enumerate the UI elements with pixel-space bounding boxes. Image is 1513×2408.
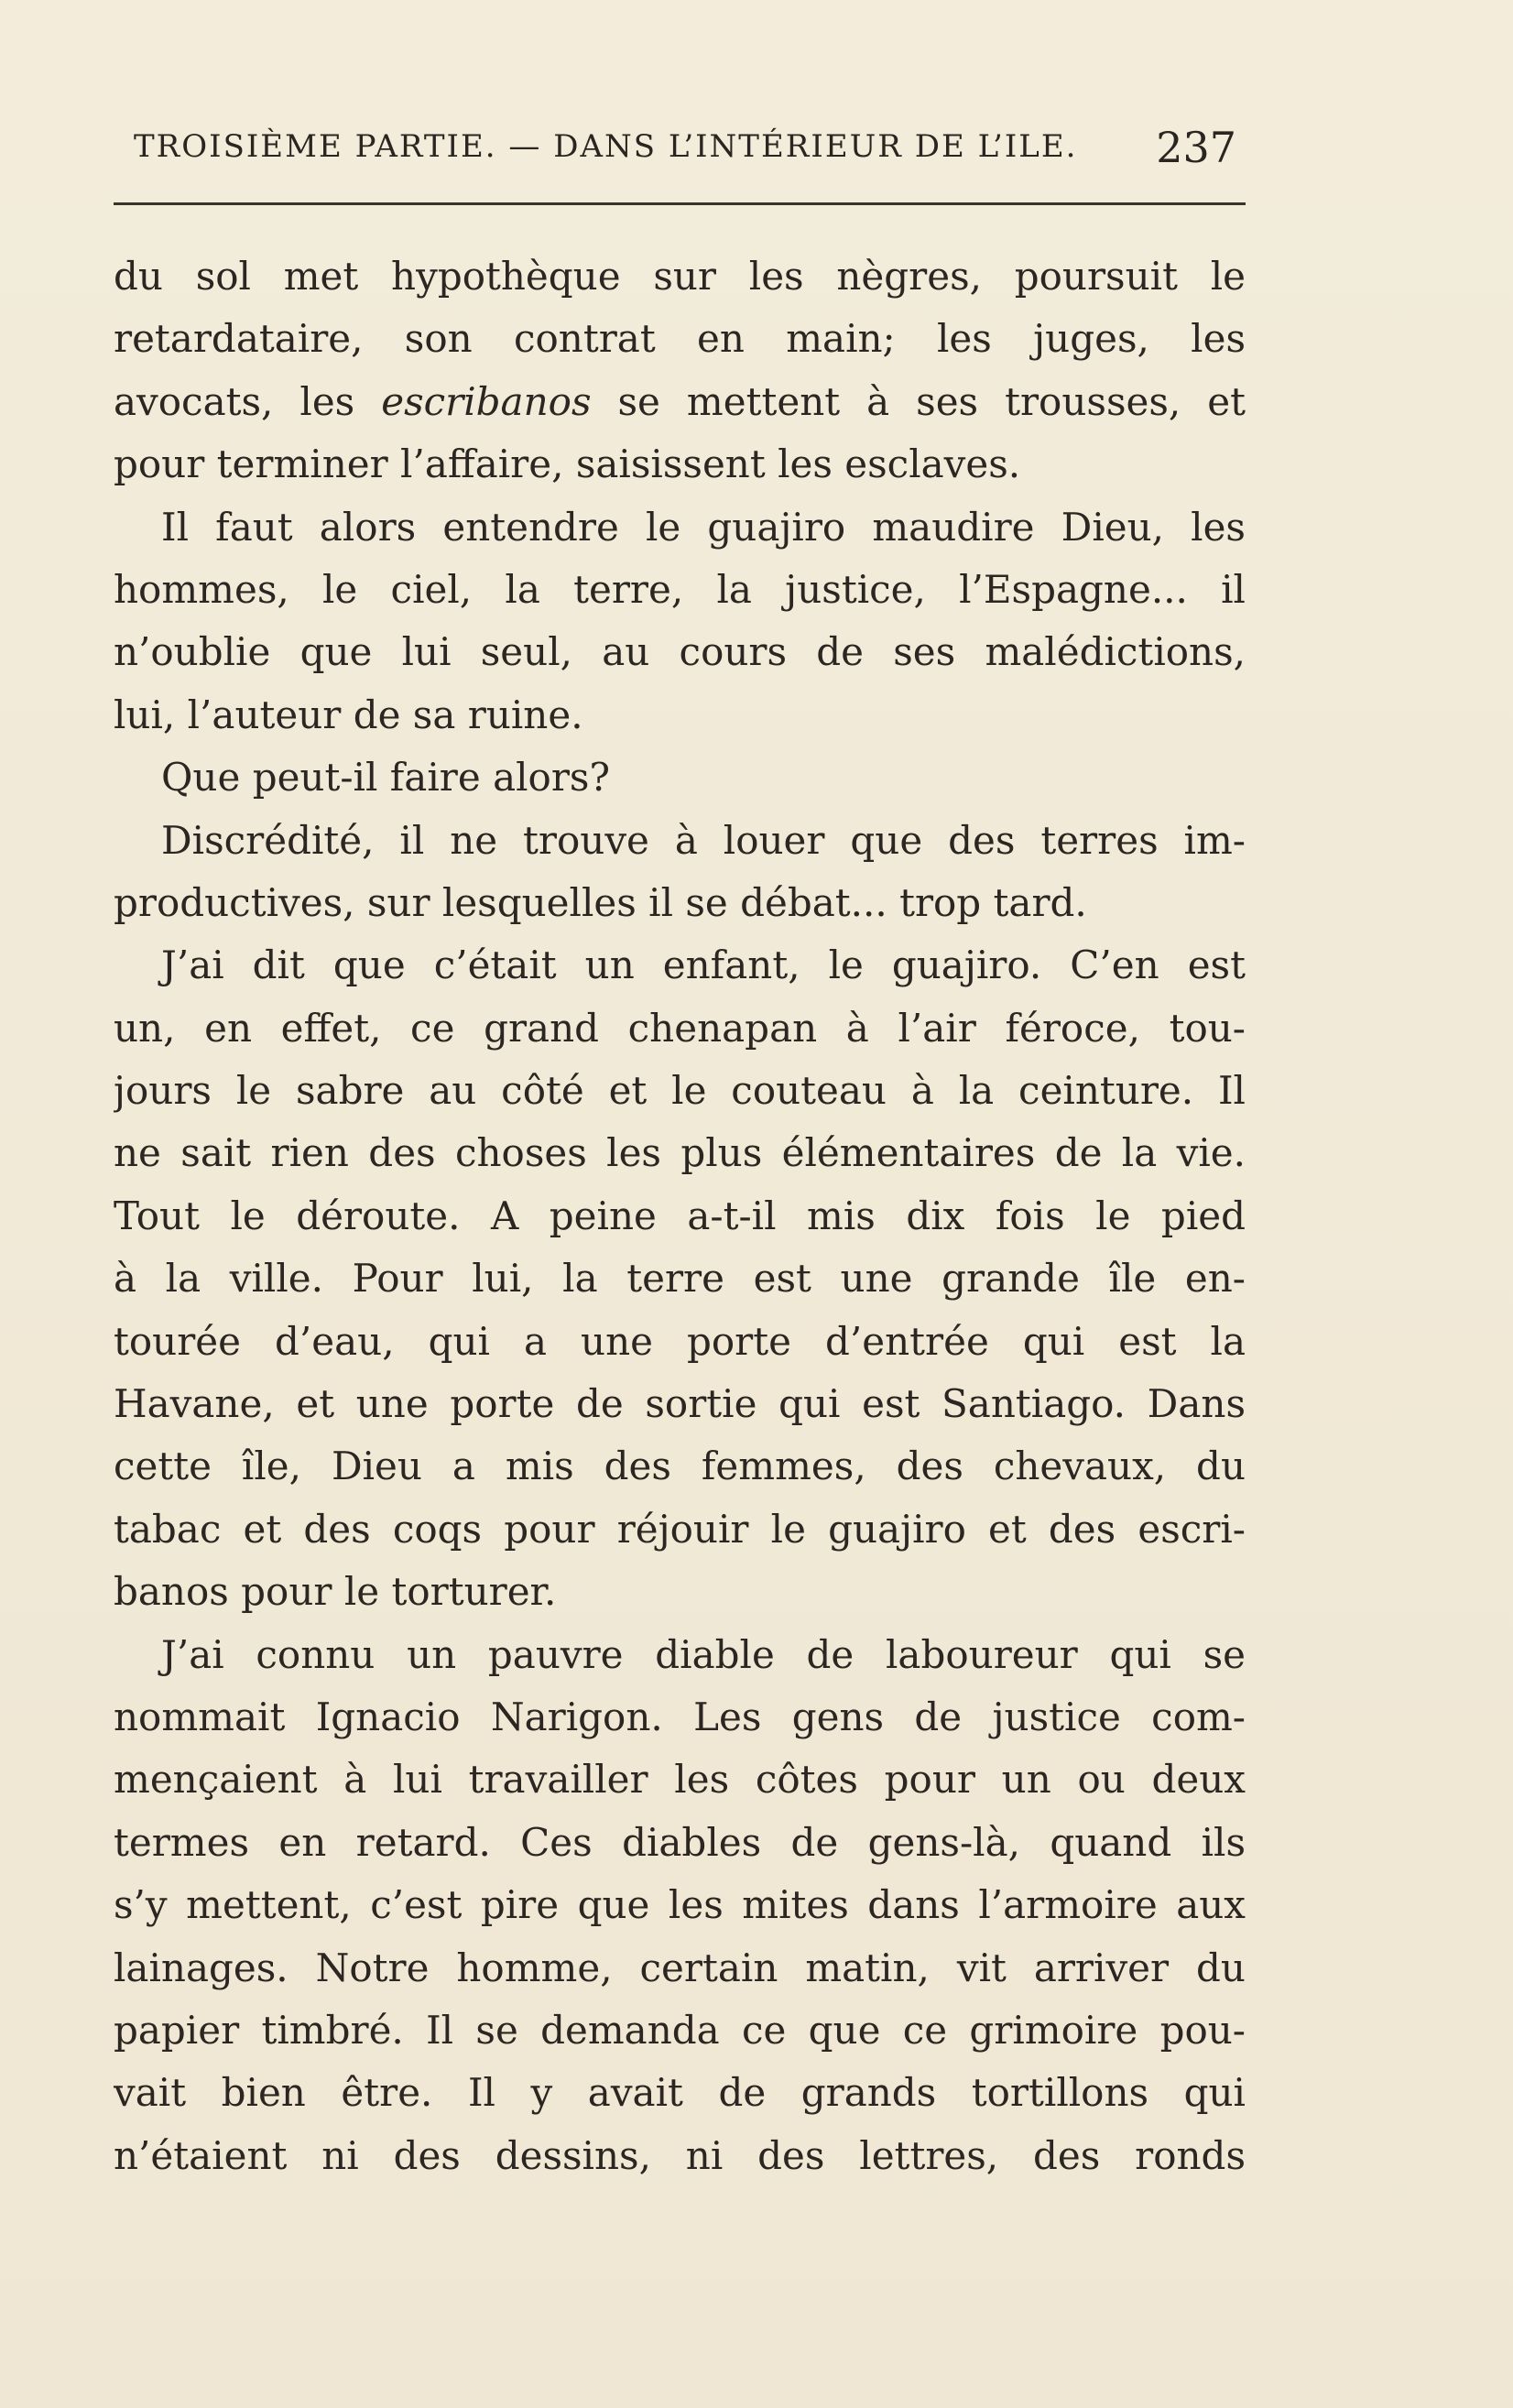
text-line: du sol met hypothèque sur les nègres, poursuit le [114,254,1246,299]
paragraph-first-line: J’ai connu un pauvre diable de laboureur qui se [161,1631,1246,1677]
text-line: ne sait rien des choses les plus élémentaires de la vie. [114,1130,1246,1176]
header-rule [114,202,1246,205]
text-line: lainages. Notre homme, certain matin, vit arriver du [114,1945,1246,1990]
text-line: tourée d’eau, qui a une porte d’entrée qui est la [114,1318,1246,1364]
text-run: se mettent à ses trousses, et [617,378,1246,424]
paragraph-first-line: Il faut alors entendre le guajiro maudire Dieu, les [161,504,1246,550]
text-line: productives, sur lesquelles il se débat... trop tard. [114,879,1087,925]
text-line: n’oublie que lui seul, au cours de ses malédictions, [114,629,1246,675]
text-line: n’étaient ni des dessins, ni des lettres, des ronds [114,2132,1246,2178]
text-line [114,371,1246,433]
text-line: retardataire, son contrat en main; les juges, les [114,316,1246,362]
running-header [114,110,1246,192]
text-line: un, en effet, ce grand chenapan à l’air féroce, tou- [114,1005,1246,1051]
text-line: cette île, Dieu a mis des femmes, des chevaux, du [114,1444,1246,1489]
text-line: jours le sabre au côté et le couteau à la ceinture. Il [114,1068,1246,1114]
body-text [114,245,1246,2187]
text-line: lui, l’auteur de sa ruine. [114,692,583,737]
text-line: hommes, le ciel, la terre, la justice, l’Espagne... il [114,566,1246,612]
text-line: Havane, et une porte de sortie qui est Santiago. Dans [114,1381,1246,1427]
text-line: à la ville. Pour lui, la terre est une grande île en- [114,1256,1246,1302]
paragraph-first-line: Discrédité, il ne trouve à louer que des terres im- [161,817,1246,863]
text-line: papier timbré. Il se demanda ce que ce grimoire pou- [114,2007,1246,2053]
text-line: s’y mettent, c’est pire que les mites dans l’armoire aux [114,1882,1246,1928]
running-title: TROISIÈME PARTIE. — DANS L’INTÉRIEUR DE L’ILE. [134,128,1078,165]
text-line: nommait Ignacio Narigon. Les gens de justice com- [114,1694,1246,1739]
text-line: termes en retard. Ces diables de gens-là, quand ils [114,1819,1246,1865]
italic-word: escribanos [381,378,592,424]
text-line: pour terminer l’affaire, saisissent les esclaves. [114,441,1021,487]
paragraph-first-line: Que peut-il faire alors? [161,755,610,801]
page-number: 237 [1156,123,1236,172]
text-line: tabac et des coqs pour réjouir le guajiro et des escri- [114,1506,1246,1552]
text-line: Tout le déroute. A peine a-t-il mis dix fois le pied [114,1193,1246,1238]
text-line: mençaient à lui travailler les côtes pour un ou deux [114,1757,1246,1803]
paragraph-first-line: J’ai dit que c’était un enfant, le guajiro. C’en est [161,942,1246,988]
text-line: vait bien être. Il y avait de grands tortillons qui [114,2070,1246,2116]
text-run: avocats, les [114,378,355,424]
text-line: banos pour le torturer. [114,1569,557,1615]
